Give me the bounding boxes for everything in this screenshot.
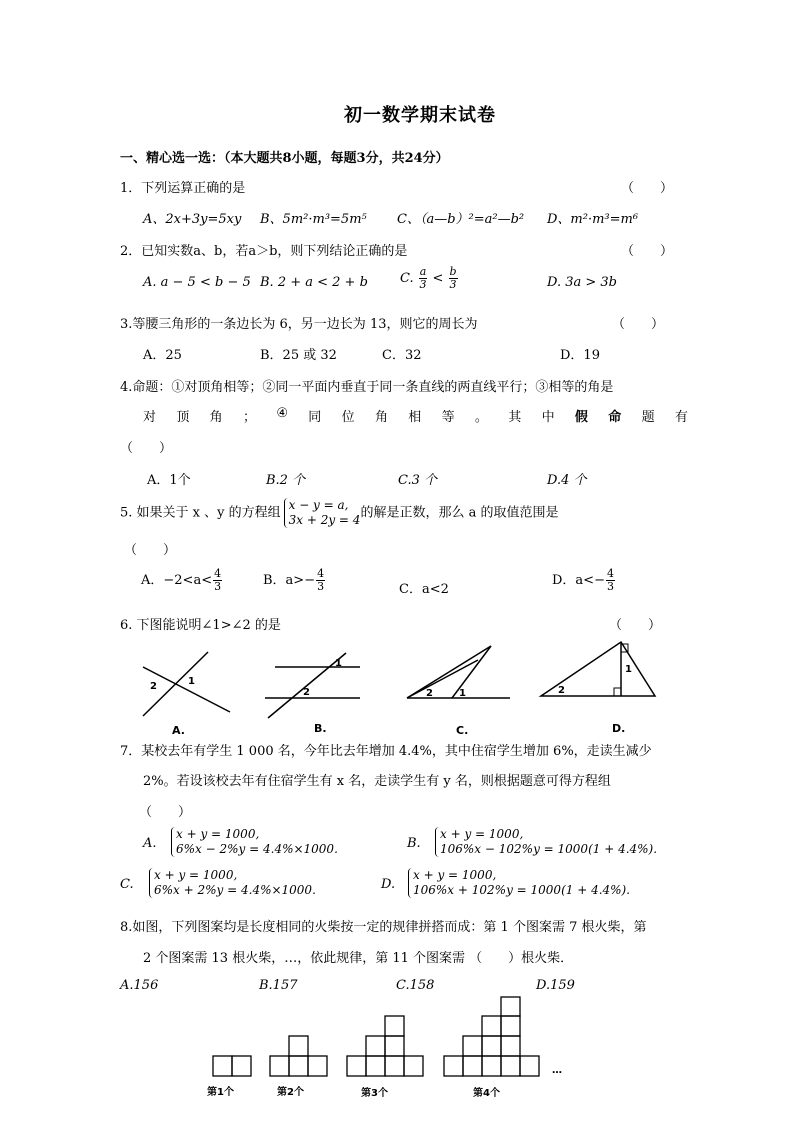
q1-option-a: A、2x+3y=5xy xyxy=(143,212,242,227)
q7-line2: 2%。若设该校去年有住宿学生有 x 名，走读学生有 y 名，则根据题意可得方程组 xyxy=(143,774,611,789)
q8-matchstick-figures xyxy=(0,995,794,1105)
q4-option-a: A．1个 xyxy=(147,473,191,488)
q4-stem: 4.命题：①对顶角相等；②同一平面内垂直于同一条直线的两直线平行；③相等的角是 xyxy=(120,380,614,395)
figure-ellipsis: … xyxy=(552,1065,562,1076)
figure-d-angle-1: 1 xyxy=(625,664,632,675)
q8-option-c: C.158 xyxy=(396,978,435,993)
q8-option-d: D.159 xyxy=(536,978,575,993)
q1-option-b: B、5m²·m³=5m⁵ xyxy=(260,212,367,227)
q1-option-c: C、（a—b）²=a²—b² xyxy=(397,212,525,227)
figure-2-label: 第2个 xyxy=(277,1087,304,1098)
q7-answer-paren: （ ） xyxy=(139,805,192,820)
figure-b-angle-1: 1 xyxy=(335,658,342,669)
figure-3-label: 第3个 xyxy=(361,1088,388,1099)
matchstick-figure-3 xyxy=(347,1016,423,1076)
q3-answer-paren: （ ） xyxy=(612,317,665,332)
q8-option-b: B.157 xyxy=(259,978,298,993)
q1-option-d: D、m²·m³=m⁶ xyxy=(547,212,639,227)
q2-answer-paren: （ ） xyxy=(621,244,674,259)
matchstick-figure-1 xyxy=(213,1056,251,1076)
q6-figures xyxy=(0,640,794,740)
figure-4-label: 第4个 xyxy=(473,1088,500,1099)
q5-option-b: B．a>− $\frac{4}{3}$ xyxy=(263,567,325,593)
q2-option-b: B. 2 + a < 2 + b xyxy=(260,275,368,290)
figure-a-label: A. xyxy=(172,724,185,737)
figure-b-angle-2: 2 xyxy=(303,687,310,698)
q8-option-a: A.156 xyxy=(120,978,159,993)
q2-option-c: C. $\frac{a}{3}$ < $\frac{b}{3}$ xyxy=(400,265,457,291)
figure-c-angle-1: 1 xyxy=(459,688,466,699)
q5-stem: 5. 如果关于 x 、y 的方程组x − y = a, 3x + 2y = 4的解是正数，那么 a 的取值范围是 xyxy=(120,498,559,527)
q7-option-a-label: A. xyxy=(143,836,157,851)
q2-option-d: D. 3a > 3b xyxy=(547,275,617,290)
q2-option-a: A. a − 5 < b − 5 xyxy=(143,275,251,290)
q7-option-d: x + y = 1000, 106%x + 102%y = 1000(1 + 4.4%). xyxy=(405,868,630,898)
figure-c-side-3 xyxy=(452,646,491,698)
q3-option-b: B．25 或 32 xyxy=(260,348,337,363)
figure-c-label: C. xyxy=(456,724,469,737)
q4-answer-paren: （ ） xyxy=(120,441,173,456)
section-heading: 一、精心选一选：（本大题共8小题，每题3分，共24分） xyxy=(120,151,449,166)
q5-answer-paren: （ ） xyxy=(124,543,177,558)
q6-answer-paren: （ ） xyxy=(609,618,662,633)
q5-option-a: A．−2<a< $\frac{4}{3}$ xyxy=(141,567,222,593)
q5-option-c: C．a<2 xyxy=(399,582,449,597)
q4-stem-line2: 对 顶 角 ； ④ 同 位 角 相 等 。 其 中 假 命 题 有 xyxy=(143,406,688,425)
figure-a-angle-1: 1 xyxy=(188,676,195,687)
q4-option-b: B.2 个 xyxy=(266,473,306,488)
figure-d-right-angle xyxy=(614,688,621,696)
figure-d-angle-2: 2 xyxy=(558,685,565,696)
q7-option-c: x + y = 1000, 6%x + 2%y = 4.4%×1000. xyxy=(146,868,316,898)
q7-option-c-label: C. xyxy=(120,877,134,892)
figure-d-label: D. xyxy=(612,722,626,735)
q3-option-d: D．19 xyxy=(560,348,600,363)
q8-line1: 8.如图，下列图案均是长度相同的火柴按一定的规律拼搭而成：第 1 个图案需 7 根火柴，第 xyxy=(120,920,647,935)
matchstick-figure-2 xyxy=(270,1036,327,1076)
q2-stem: 2．已知实数a、b，若a＞b，则下列结论正确的是 xyxy=(120,244,408,259)
figure-c-side-1 xyxy=(407,660,478,698)
matchstick-figure-4 xyxy=(444,997,539,1076)
q4-option-c: C.3 个 xyxy=(398,473,438,488)
figure-b-label: B. xyxy=(314,722,327,735)
q5-option-d: D．a<− $\frac{4}{3}$ xyxy=(552,567,614,593)
q7-option-d-label: D. xyxy=(381,877,396,892)
q7-option-a: x + y = 1000, 6%x − 2%y = 4.4%×1000. xyxy=(168,827,338,857)
figure-a-angle-2: 2 xyxy=(150,681,157,692)
q3-stem: 3.等腰三角形的一条边长为 6，另一边长为 13，则它的周长为 xyxy=(120,317,478,332)
q7-line1: 7．某校去年有学生 1 000 名，今年比去年增加 4.4%，其中住宿学生增加 6%，走读生减少 xyxy=(120,744,652,759)
q7-option-b-label: B. xyxy=(407,836,421,851)
q1-stem: 1．下列运算正确的是 xyxy=(120,181,246,196)
q1-answer-paren: （ ） xyxy=(621,181,674,196)
q8-line2: 2 个图案需 13 根火柴，…，依此规律，第 11 个图案需 （ ）根火柴． xyxy=(143,951,574,966)
figure-c-angle-2: 2 xyxy=(426,688,433,699)
q3-option-a: A．25 xyxy=(143,348,182,363)
q3-option-c: C．32 xyxy=(382,348,422,363)
page-title: 初一数学期末试卷 xyxy=(344,105,496,126)
figure-1-label: 第1个 xyxy=(207,1087,234,1098)
q4-option-d: D.4 个 xyxy=(547,473,587,488)
figure-c-side-2 xyxy=(407,646,491,698)
q7-option-b: x + y = 1000, 106%x − 102%y = 1000(1 + 4.4%). xyxy=(432,827,657,857)
q6-stem: 6. 下图能说明∠1>∠2 的是 xyxy=(120,618,281,633)
